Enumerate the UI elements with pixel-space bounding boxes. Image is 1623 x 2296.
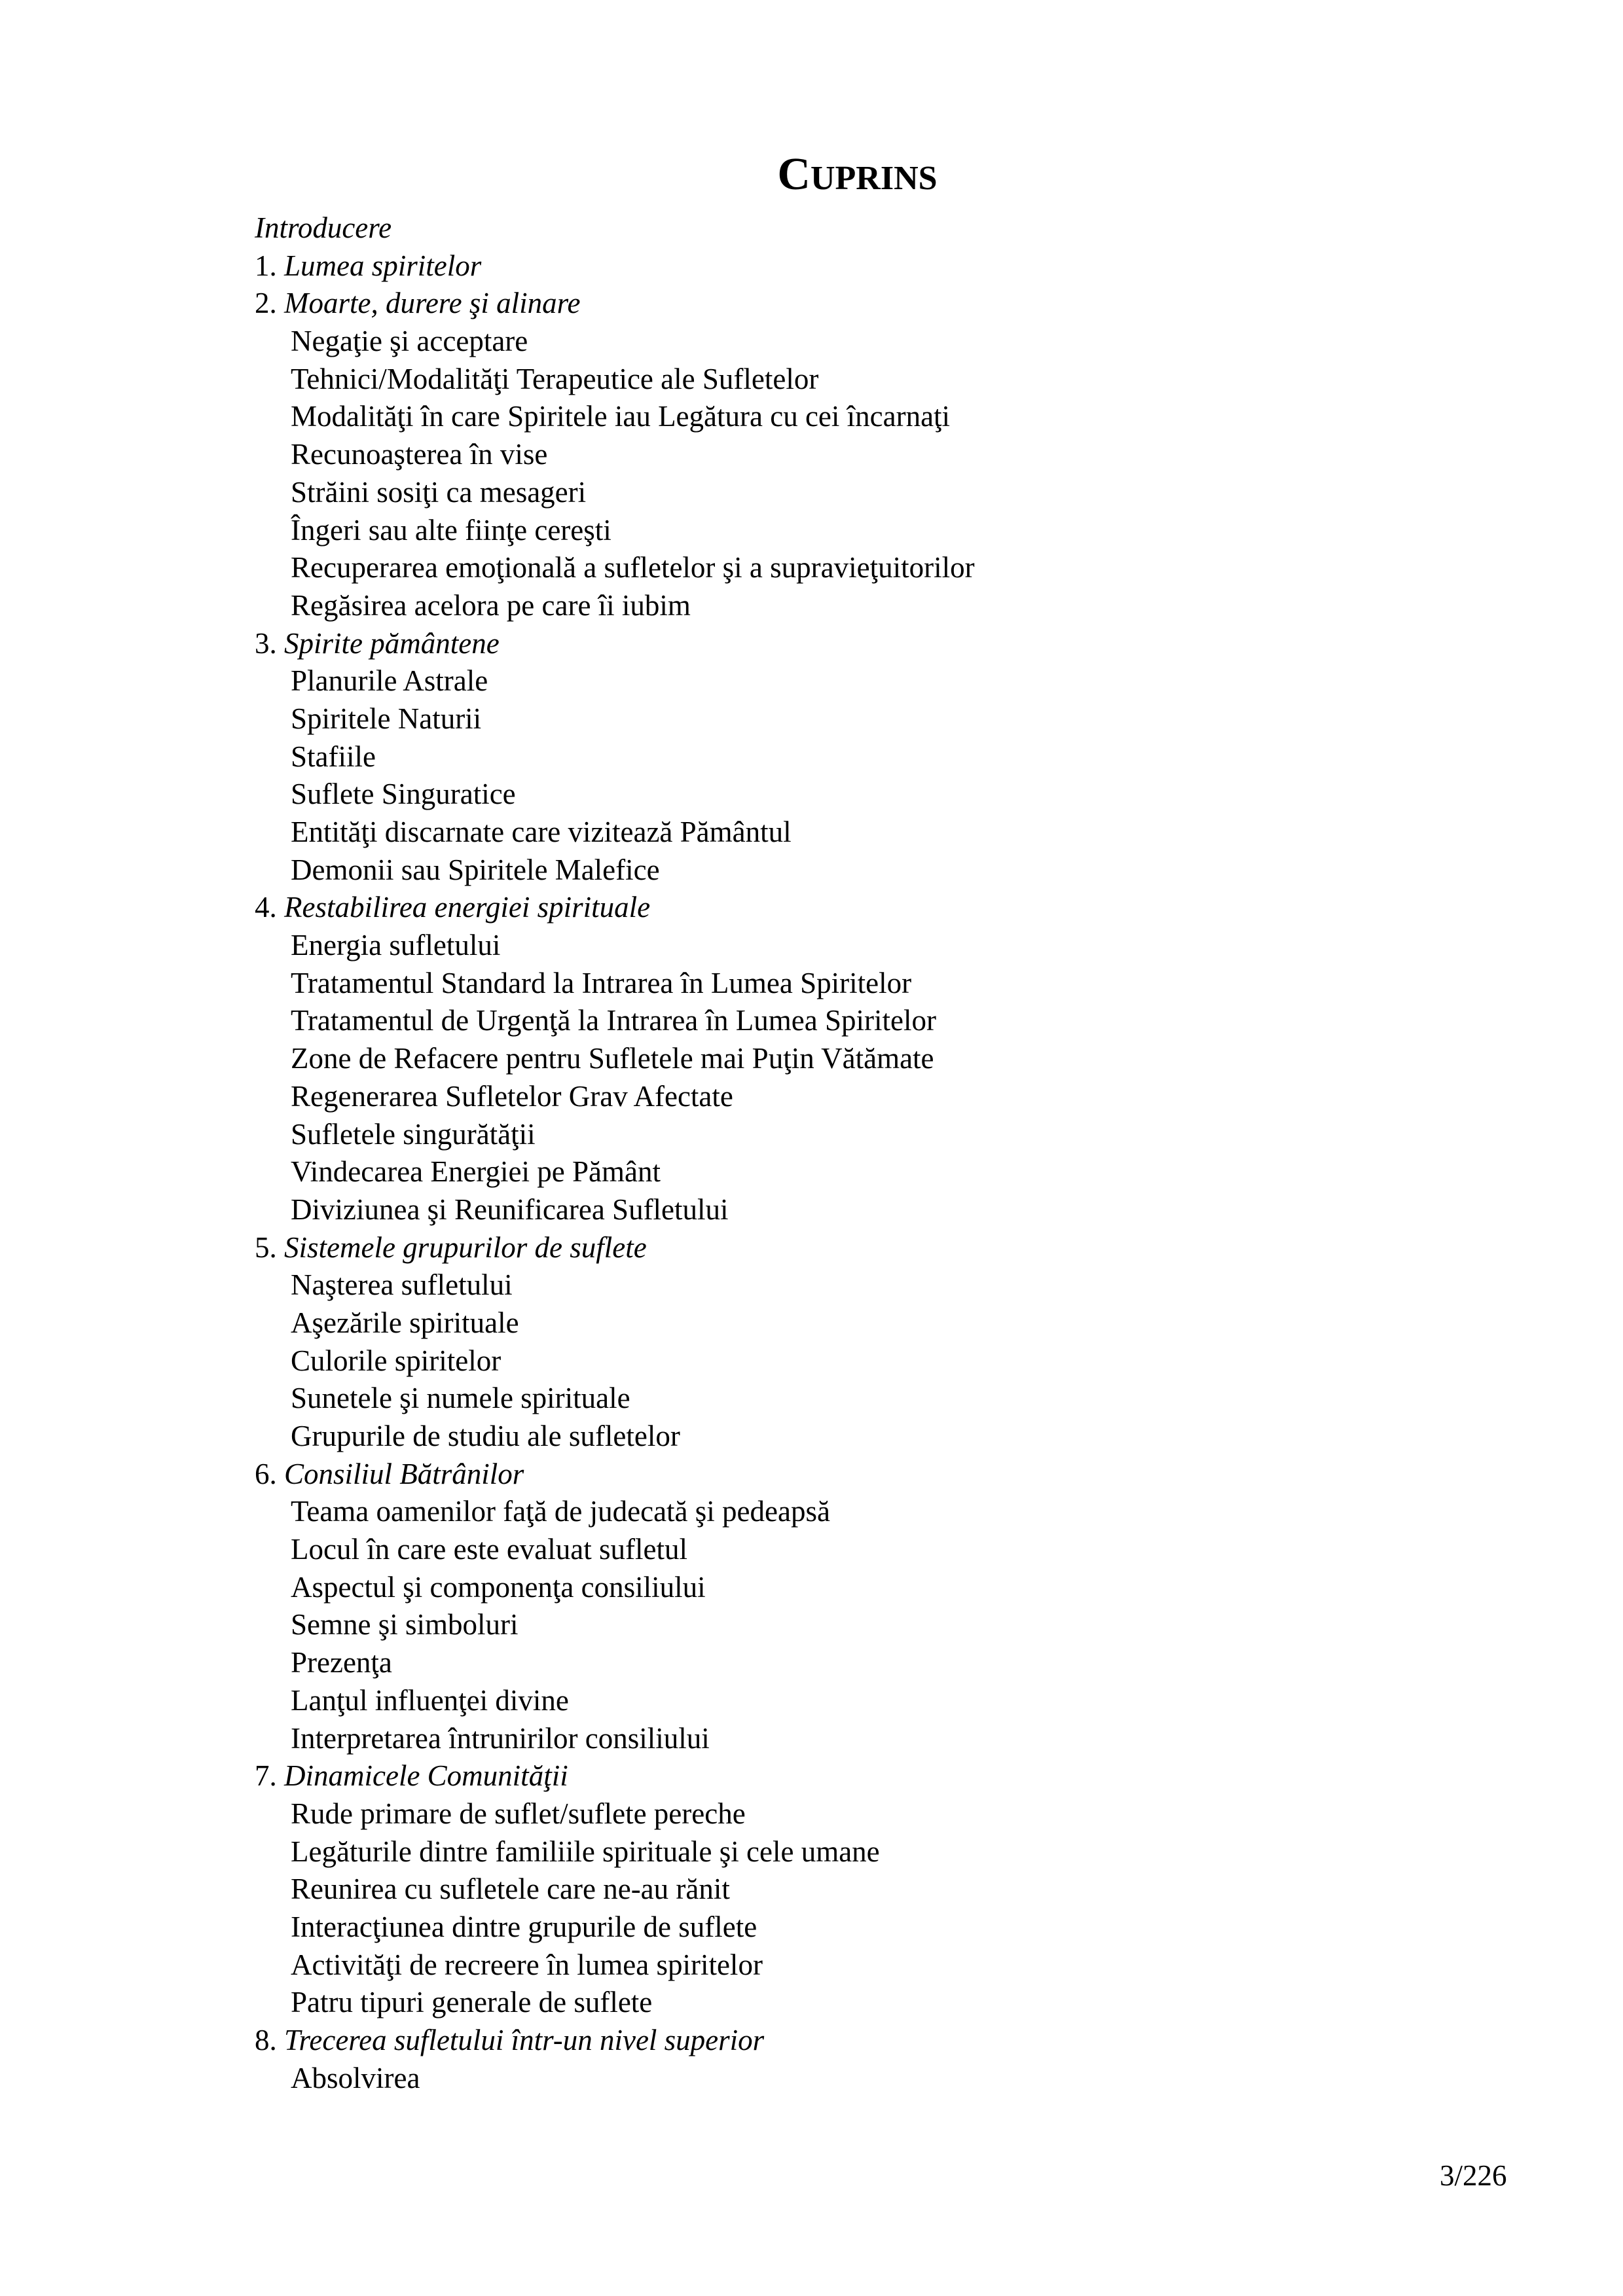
- toc-subsection-entry: Modalităţi în care Spiritele iau Legătura cu cei încarnaţi: [291, 400, 951, 433]
- toc-subsection-entry: Spiritele Naturii: [291, 702, 482, 735]
- toc-subsection-entry: Semne şi simboluri: [291, 1608, 519, 1641]
- toc-subsection-entry: Regenerarea Sufletelor Grav Afectate: [291, 1079, 733, 1113]
- table-of-contents: [255, 209, 975, 2097]
- toc-subsection-entry: Prezenţa: [291, 1646, 392, 1679]
- page-number: 3/226: [1440, 2159, 1507, 2192]
- toc-chapter-number: 3.: [255, 626, 284, 660]
- toc-subsection-entry: Vindecarea Energiei pe Pământ: [291, 1155, 661, 1189]
- toc-chapter-number: 6.: [255, 1457, 284, 1490]
- toc-chapter-title: Restabilirea energiei spirituale: [284, 891, 651, 924]
- toc-subsection-entry: Lanţul influenţei divine: [291, 1683, 569, 1717]
- toc-chapter-title: Lumea spiritelor: [284, 249, 482, 282]
- toc-subsection-entry: Sufletele singurătăţii: [291, 1117, 536, 1151]
- toc-subsection-entry: Grupurile de studiu ale sufletelor: [291, 1420, 680, 1452]
- toc-chapter-title: Dinamicele Comunităţii: [284, 1759, 568, 1793]
- toc-chapter-number: 4.: [255, 891, 284, 924]
- toc-chapter-title: Trecerea sufletului într-un nivel superior: [284, 2024, 765, 2056]
- toc-subsection-entry: Îngeri sau alte fiinţe cereşti: [291, 513, 611, 547]
- toc-introduction-entry: [255, 209, 975, 247]
- toc-subsection-entry: Zone de Refacere pentru Sufletele mai Puţin Vătămate: [291, 1042, 934, 1075]
- toc-subsection-entry: Interacţiunea dintre grupurile de suflete: [291, 1910, 757, 1943]
- toc-subsection-entry: Suflete Singuratice: [291, 778, 516, 811]
- toc-chapter-entry: [255, 1456, 975, 1494]
- toc-chapter-entry: [255, 889, 975, 927]
- toc-chapter-entry: [255, 247, 975, 285]
- toc-subsection-entry: Energia sufletului: [291, 929, 501, 962]
- toc-subsection-entry: Recuperarea emoţională a sufletelor şi a supravieţuitorilor: [291, 551, 975, 584]
- toc-chapter-number: 2.: [255, 287, 284, 320]
- toc-subsection-entry: Negaţie şi acceptare: [291, 325, 528, 358]
- toc-chapter-number: 5.: [255, 1230, 284, 1264]
- toc-chapter-title: Introducere: [255, 211, 392, 244]
- toc-subsection-entry: Tehnici/Modalităţi Terapeutice ale Sufletelor: [291, 362, 819, 395]
- toc-chapter-entry: [255, 285, 975, 323]
- toc-chapter-title: Spirite pământene: [284, 626, 500, 660]
- toc-subsection-entry: Străini sosiţi ca mesageri: [291, 475, 587, 509]
- toc-subsection-entry: Culorile spiritelor: [291, 1344, 501, 1377]
- toc-subsection-entry: Sunetele şi numele spirituale: [291, 1382, 630, 1415]
- toc-subsection-entry: Activităţi de recreere în lumea spiritelor: [291, 1948, 763, 1981]
- page-title-initial: C: [777, 149, 811, 200]
- toc-chapter-title: Moarte, durere şi alinare: [284, 287, 581, 320]
- toc-chapter-entry: [255, 1229, 975, 1267]
- toc-subsection-entry: Regăsirea acelora pe care îi iubim: [291, 588, 691, 622]
- toc-chapter-number: 8.: [255, 2024, 284, 2056]
- toc-subsection-entry: Entităţi discarnate care vizitează Pământul: [291, 816, 792, 848]
- toc-chapter-number: 7.: [255, 1759, 284, 1793]
- toc-subsection-entry: Tratamentul Standard la Intrarea în Lumea Spiritelor: [291, 966, 912, 999]
- toc-subsection-entry: Naşterea sufletului: [291, 1268, 513, 1302]
- toc-subsection-entry: Interpretarea întrunirilor consiliului: [291, 1721, 710, 1755]
- toc-subsection-entry: Demonii sau Spiritele Malefice: [291, 853, 660, 886]
- page-title: [0, 149, 1623, 200]
- toc-subsection-entry: Rude primare de suflet/suflete pereche: [291, 1797, 746, 1830]
- toc-subsection-entry: Reunirea cu sufletele care ne-au rănit: [291, 1873, 730, 1906]
- toc-chapter-title: Sistemele grupurilor de suflete: [284, 1230, 647, 1264]
- toc-chapter-entry: [255, 2022, 975, 2060]
- toc-subsection-entry: Recunoaşterea în vise: [291, 438, 548, 471]
- toc-chapter-number: 1.: [255, 249, 284, 282]
- toc-subsection-entry: Aspectul şi componenţa consiliului: [291, 1570, 706, 1604]
- toc-subsection-entry: Locul în care este evaluat sufletul: [291, 1533, 687, 1566]
- toc-subsection-entry: Planurile Astrale: [291, 664, 488, 698]
- toc-subsection-entry: Stafiile: [291, 740, 376, 773]
- toc-chapter-entry: [255, 625, 975, 663]
- toc-subsection-entry: Tratamentul de Urgenţă la Intrarea în Lumea Spiritelor: [291, 1004, 936, 1037]
- toc-subsection-entry: Aşezările spirituale: [291, 1306, 519, 1339]
- toc-subsection-entry: Patru tipuri generale de suflete: [291, 1986, 653, 2019]
- toc-subsection-entry: Legăturile dintre familiile spirituale şi cele umane: [291, 1835, 880, 1868]
- toc-subsection-entry: Diviziunea şi Reunificarea Sufletului: [291, 1193, 729, 1226]
- page-title-small-caps: UPRINS: [810, 160, 938, 197]
- toc-chapter-title: Consiliul Bătrânilor: [284, 1457, 524, 1490]
- toc-chapter-entry: [255, 1757, 975, 1795]
- toc-subsection-entry: Teama oamenilor faţă de judecată şi pedeapsă: [291, 1495, 830, 1528]
- toc-subsection-entry: Absolvirea: [291, 2061, 420, 2094]
